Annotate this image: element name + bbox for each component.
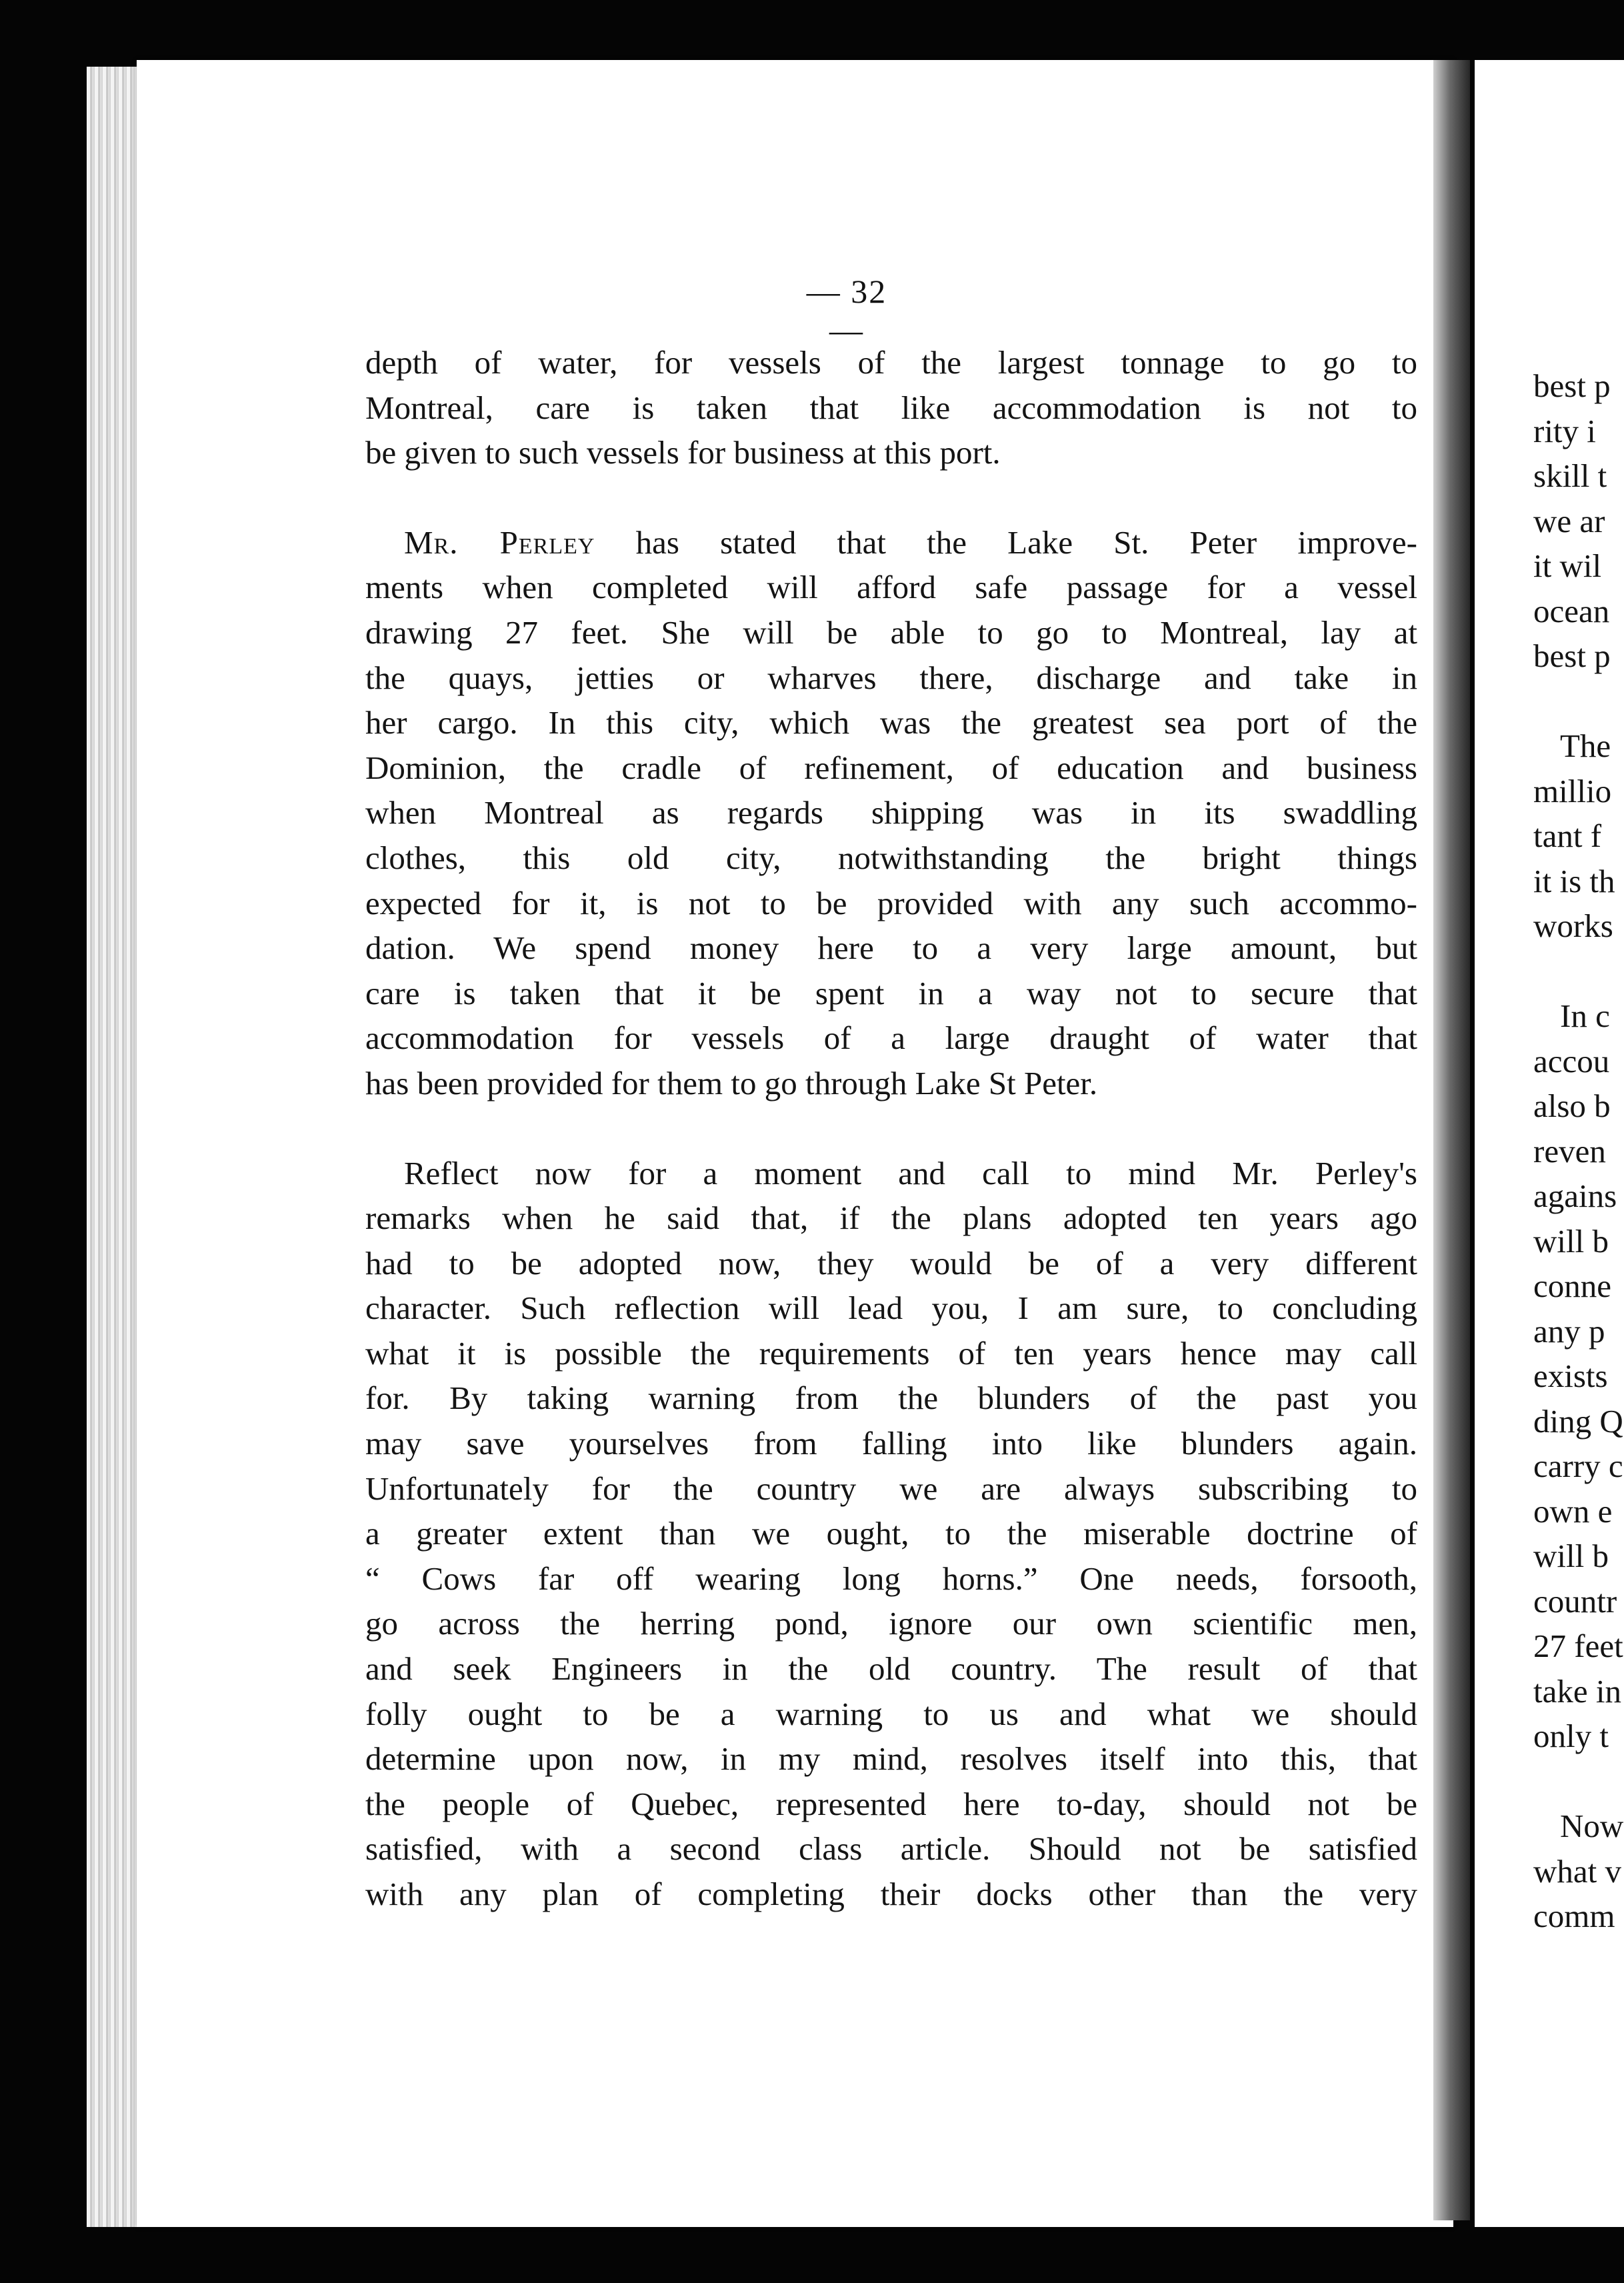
right-text-line: own e (1533, 1492, 1613, 1530)
text-line: folly ought to be a warning to us and what we should (365, 1695, 1417, 1732)
text-line: for. By taking warning from the blunders of the past you (365, 1380, 1417, 1417)
right-text-line: exists (1533, 1358, 1608, 1394)
right-text-line: works (1533, 907, 1613, 944)
right-text-line: it wil (1533, 547, 1602, 584)
text-line: drawing 27 feet. She will be able to go to Montreal, lay at (365, 613, 1417, 651)
right-text-line: millio (1533, 772, 1612, 809)
right-text-line: reven (1533, 1132, 1606, 1170)
text-line: Reflect now for a moment and call to mind Mr. Perley's (404, 1154, 1417, 1192)
text-line: had to be adopted now, they would be of a very different (365, 1244, 1417, 1282)
text-line: with any plan of completing their docks other than the very (365, 1876, 1417, 1912)
text-line: dation. We spend money here to a very large amount, but (365, 929, 1417, 967)
text-line: may save yourselves from falling into like blunders again. (365, 1425, 1417, 1462)
right-text-line: will b (1533, 1538, 1609, 1574)
paragraph-gap (1533, 679, 1624, 724)
right-text-line: we ar (1533, 502, 1605, 539)
right-text-line: best p (1533, 367, 1611, 404)
text-line-rest: has stated that the Lake St. Peter improve- (635, 523, 1417, 561)
right-text-line: 27 feet (1533, 1628, 1623, 1664)
text-line: satisfied, with a second class article. Should not be satisfied (365, 1830, 1417, 1868)
text-line: depth of water, for vessels of the largest tonnage to go to (365, 344, 1417, 381)
paragraph-gap (1533, 1759, 1624, 1804)
right-page-text-fragment (1533, 363, 1624, 1939)
paragraph-2 (365, 520, 1417, 1106)
text-line: be given to such vessels for business at this port. (365, 434, 1001, 471)
right-text-line: what v (1533, 1852, 1621, 1890)
book-gutter (1433, 60, 1470, 2220)
text-line: her cargo. In this city, which was the greatest sea port of the (365, 704, 1417, 741)
text-line: expected for it, is not to be provided with any such accommo- (365, 884, 1417, 921)
paragraph-3 (365, 1151, 1417, 1917)
text-line: accommodation for vessels of a large draught of water that (365, 1019, 1417, 1057)
text-line (365, 520, 1417, 565)
text-line: care is taken that it be spent in a way not to secure that (365, 974, 1417, 1011)
right-text-line: take in (1533, 1672, 1621, 1710)
text-line: the people of Quebec, represented here to-day, should not be (365, 1785, 1417, 1822)
right-text-line: ding Q (1533, 1402, 1623, 1440)
speaker-name: Mr. Perley (404, 523, 595, 561)
text-line: go across the herring pond, ignore our own scientific men, (365, 1605, 1417, 1642)
right-text-line: accou (1533, 1042, 1610, 1079)
right-text-line: ocean (1533, 592, 1610, 629)
text-line: Montreal, care is taken that like accommodation is not to (365, 389, 1417, 426)
right-text-line: will b (1533, 1222, 1609, 1260)
text-line: remarks when he said that, if the plans adopted ten years ago (365, 1200, 1417, 1237)
page-number: — 32 — (806, 273, 887, 349)
text-line: and seek Engineers in the old country. The result of that (365, 1650, 1417, 1688)
right-text-line: best p (1533, 637, 1611, 674)
text-line: has been provided for them to go through Lake St Peter. (365, 1064, 1098, 1101)
text-line: what it is possible the requirements of ten years hence may call (365, 1334, 1417, 1372)
right-text-line: In c (1560, 997, 1610, 1034)
right-text-line: carry c (1533, 1448, 1623, 1484)
right-text-line: conne (1533, 1268, 1611, 1304)
right-text-line: also b (1533, 1087, 1611, 1124)
text-line: Dominion, the cradle of refinement, of education and business (365, 749, 1417, 786)
right-text-line: tant f (1533, 817, 1602, 854)
right-text-line: comm (1533, 1898, 1615, 1934)
left-page-text (365, 340, 1417, 1962)
right-text-line: skill t (1533, 457, 1607, 494)
text-line: “ Cows far off wearing long horns.” One needs, forsooth, (365, 1560, 1417, 1597)
text-line: when Montreal as regards shipping was in its swaddling (365, 794, 1417, 831)
text-line: a greater extent than we ought, to the miserable doctrine of (365, 1515, 1417, 1552)
right-text-line: The (1560, 727, 1611, 764)
text-line: clothes, this old city, notwithstanding the bright things (365, 839, 1417, 876)
paragraph-gap (1533, 949, 1624, 994)
text-line: character. Such reflection will lead you, I am sure, to concluding (365, 1290, 1417, 1327)
right-text-line: only t (1533, 1718, 1609, 1754)
right-text-line: rity i (1533, 412, 1596, 449)
right-text-line: any p (1533, 1312, 1605, 1350)
text-line: determine upon now, in my mind, resolves itself into this, that (365, 1740, 1417, 1778)
text-line: Unfortunately for the country we are always subscribing to (365, 1470, 1417, 1507)
text-line: the quays, jetties or wharves there, discharge and take in (365, 659, 1417, 696)
right-text-line: it is th (1533, 862, 1615, 899)
paragraph-1 (365, 340, 1417, 475)
right-text-line: agains (1533, 1178, 1617, 1214)
right-text-line: Now (1560, 1808, 1624, 1844)
right-text-line: countr (1533, 1582, 1617, 1620)
text-line: ments when completed will afford safe passage for a vessel (365, 569, 1417, 606)
